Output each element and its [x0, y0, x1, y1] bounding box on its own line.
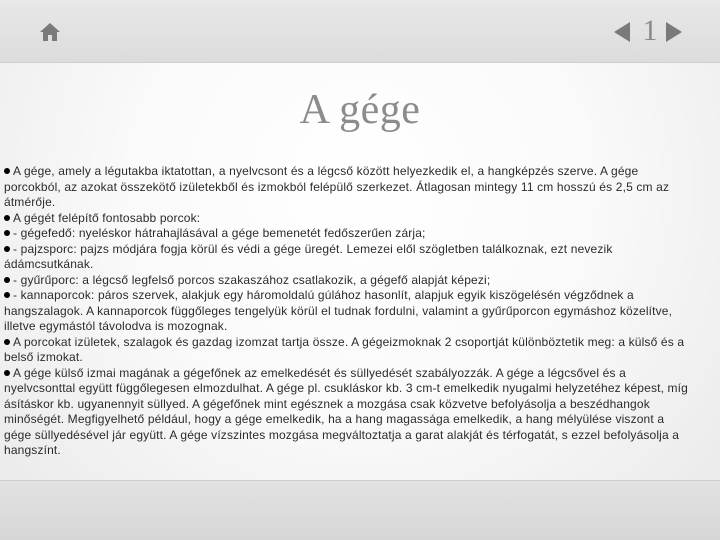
next-arrow-icon[interactable]: [664, 20, 686, 44]
bullet-icon: [4, 168, 10, 174]
bullet-text: A porcokat izületek, szalagok és gazdag izomzat tartja össze. A gégeizmoknak 2 csoportját különböztetik meg: a külső és a belső izmokat.: [4, 334, 685, 364]
bullet-paragraph: [4, 242, 694, 273]
bullet-text: A gége, amely a légutakba iktatottan, a nyelvcsont és a légcső között helyezkedik el, a hangképzés szerve. A gége porcokból, az azokat összekötő izületekből és izmokból felépülő szerkezet. Átlagosan mintegy 11 cm hosszú és 2,5 cm az átmérője.: [4, 164, 670, 209]
bullet-text: - pajzsporc: pajzs módjára fogja körül és védi a gége üregét. Lemezei elől szögletben találkoznak, ezt nevezik ádámcsutkának.: [4, 241, 613, 271]
bullet-icon: [4, 370, 10, 376]
previous-arrow-icon[interactable]: [610, 20, 632, 44]
bullet-paragraph: [4, 288, 694, 335]
bullet-text: A gége külső izmai magának a gégefőnek az emelkedését és süllyedését szabályozzák. A gége a légcsővel és a nyelvcsonttal együtt függőlegesen elmozdulhat. A gége pl. csukláskor kb. 3 cm-t emelkedik nyugalmi helyzetéhez képest, míg ásításkor kb. ugyanennyit süllyed. A gégefőnek mint egésznek a mozgása csak közvetve befolyásolja a beszédhangok minőségét. Megfigyelhető például, hogy a gége emelkedik, ha a hang magassága emelkedik, a hang mélyülése viszont a gége süllyedésével jár együtt. A gége vízszintes mozgása megváltoztatja a garat alakját és térfogatát, s ezzel befolyásolja a hangszínt.: [4, 365, 688, 457]
page-number: 1: [642, 14, 658, 47]
bullet-text: - gégefedő: nyeléskor hátrahajlásával a gége bemenetét fedőszerűen zárja;: [13, 226, 426, 240]
bullet-icon: [4, 292, 10, 298]
bullet-paragraph: [4, 211, 694, 227]
bullet-paragraph: [4, 366, 694, 459]
bullet-text: - gyűrűporc: a légcső legfelső porcos szakaszához csatlakozik, a gégefő alapját képezi;: [13, 272, 491, 287]
slide-title: A gége: [299, 87, 421, 133]
bullet-text: A gégét felépítő fontosabb porcok:: [13, 210, 201, 225]
bullet-icon: [4, 230, 10, 236]
bullet-icon: [4, 277, 10, 283]
home-icon[interactable]: [38, 20, 62, 44]
bullet-paragraph: [4, 335, 694, 366]
top-toolbar: [0, 0, 720, 63]
slide-body: [4, 164, 694, 459]
bullet-icon: [4, 215, 10, 221]
bullet-paragraph: [4, 273, 694, 289]
bullet-icon: [4, 339, 10, 345]
bullet-paragraph: [4, 164, 694, 211]
bullet-icon: [4, 246, 10, 252]
bullet-paragraph: [4, 226, 694, 242]
bottom-bar: [0, 480, 720, 540]
bullet-text: - kannaporcok: páros szervek, alakjuk egy háromoldalú gúlához hasonlít, alapjuk egyik kiszögelésén végződnek a hangszalagok. A kannaporcok függőleges tengelyük körül el tudnak fordulni, valamint a gyűrűporcon egymáshoz közelítve, illetve egymástól távolodva is mozognak.: [4, 288, 673, 333]
